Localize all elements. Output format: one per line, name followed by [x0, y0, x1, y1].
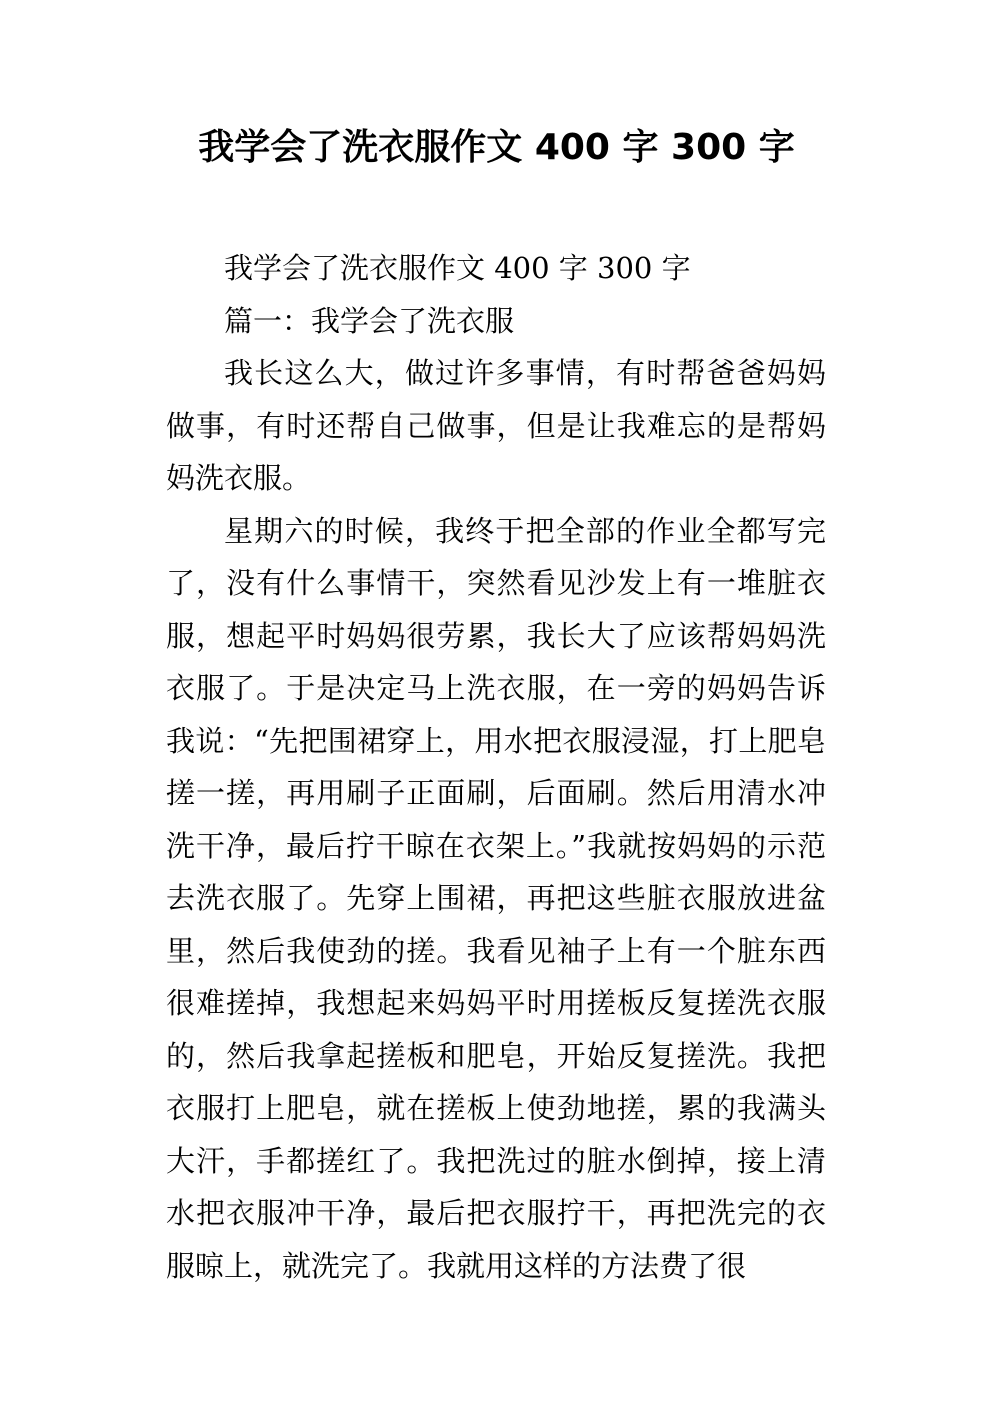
paragraph-subtitle: 我学会了洗衣服作文 400 字 300 字	[224, 251, 691, 285]
document-title: 我学会了洗衣服作文 400 字 300 字	[198, 127, 795, 168]
paragraph-section-heading: 篇一：我学会了洗衣服	[224, 303, 515, 338]
paragraph-intro: 我长这么大，做过许多事情，有时帮爸爸妈妈做事，有时还帮自己做事，但是让我难忘的是帮妈妈洗衣服。	[166, 356, 826, 495]
document-body	[166, 242, 826, 1292]
paragraph-story: 星期六的时候，我终于把全部的作业全都写完了，没有什么事情干，突然看见沙发上有一堆脏衣服，想起平时妈妈很劳累，我长大了应该帮妈妈洗衣服了。于是决定马上洗衣服，在一旁的妈妈告诉我说：“先把围裙穿上，用水把衣服浸湿，打上肥皂搓一搓，再用刷子正面刷，后面刷。然后用清水冲洗干净，最后拧干晾在衣架上。”我就按妈妈的示范去洗衣服了。先穿上围裙，再把这些脏衣服放进盆里，然后我使劲的搓。我看见袖子上有一个脏东西很难搓掉，我想起来妈妈平时用搓板反复搓洗衣服的，然后我拿起搓板和肥皂，开始反复搓洗。我把衣服打上肥皂，就在搓板上使劲地搓，累的我满头大汗，手都搓红了。我把洗过的脏水倒掉，接上清水把衣服冲干净，最后把衣服拧干，再把洗完的衣服晾上，就洗完了。我就用这样的方法费了很	[166, 513, 826, 1283]
